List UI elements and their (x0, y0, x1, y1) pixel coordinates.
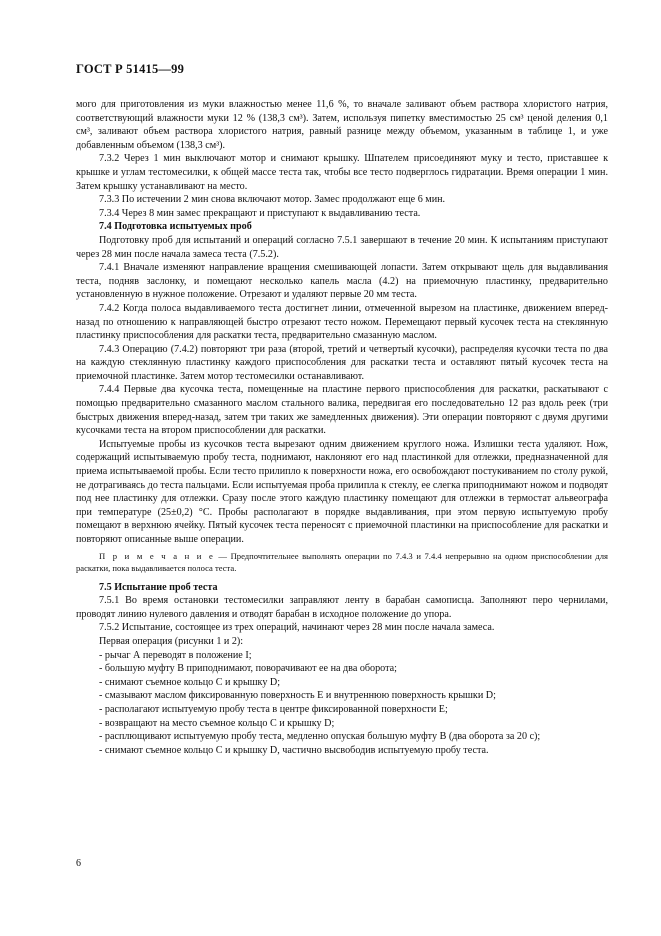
section-heading-7-5: 7.5 Испытание проб теста (99, 581, 218, 593)
paragraph-7-4-3: 7.4.3 Операцию (7.4.2) повторяют три раза (второй, третий и четвертый кусочки), распределяя кусочки теста по два на каждую стеклянную пластинку каждого приспособления для раскатки теста и оставляют пятый кусочек теста на приемочной пластинке. Затем мотор тестомесилки останавливают. (76, 343, 608, 382)
list-item: - снимают съемное кольцо С и крышку D; (99, 676, 281, 688)
paragraph-first-operation: Первая операция (рисунки 1 и 2): (99, 635, 244, 647)
paragraph-7-5-2: 7.5.2 Испытание, состоящее из трех операций, начинают через 28 мин после начала замеса. (99, 622, 495, 634)
paragraph-7-3-4: 7.3.4 Через 8 мин замес прекращают и приступают к выдавливанию теста. (99, 207, 421, 219)
list-item: - расплющивают испытуемую пробу теста, медленно опуская большую муфту В (два оборота за 20 с); (99, 731, 541, 743)
section-heading-7-4: 7.4 Подготовка испытуемых проб (99, 221, 252, 233)
list-item: - снимают съемное кольцо С и крышку D, частично высвободив испытуемую пробу теста. (99, 744, 489, 756)
page-number: 6 (76, 858, 81, 869)
note-label: П р и м е ч а н и е (99, 550, 215, 561)
note-text: — Предпочтительнее выполнять операции по 7.4.3 и 7.4.4 непрерывно на одном приспособлении для раскатки, пока выдавливается полоса теста. (76, 550, 608, 573)
list-item: - смазывают маслом фиксированную поверхность Е и внутреннюю поверхность крышки D; (99, 690, 496, 702)
paragraph-7-4-intro: Подготовку проб для испытаний и операций согласно 7.5.1 завершают в течение 20 мин. К испытаниям приступают через 28 мин после начала замеса теста (7.5.2). (76, 234, 608, 260)
paragraph-continuation: мого для приготовления из муки влажностью менее 11,6 %, то вначале заливают объем раствора хлористого натрия, соответствующий влажности муки 12 % (138,3 см³). Затем, используя пипетку вместимостью 25 см³ ценой деления 0,1 см³, заливают объем раствора хлористого натрия, равный разнице между объемом, указанным в таблице 1, и уже добавленным объемом (138,3 см³). (76, 99, 608, 151)
paragraph-7-4-2: 7.4.2 Когда полоса выдавливаемого теста достигнет линии, отмеченной вырезом на пластинке, движением вперед-назад по отношению к направляющей быстро отрезают тесто ножом. Перемещают первый кусочек теста на стеклянную пластинку приспособления для раскатки теста, предварительно смазанную маслом. (76, 302, 608, 342)
paragraph-7-5-1: 7.5.1 Во время остановки тестомесилки заправляют ленту в барабан самописца. Заполняют перо чернилами, проводят линию нулевого давления и отводят барабан в исходное положение до упора. (76, 595, 608, 620)
note (76, 550, 608, 574)
paragraph-test-samples: Испытуемые пробы из кусочков теста вырезают одним движением круглого ножа. Излишки теста удаляют. Нож, содержащий испытываемую пробу теста, поднимают, наклоняют его над пластинкой для отлежки, предназначенной для приема испытываемой пробы. Если тесто прилипло к поверхности ножа, его освобождают постукиванием по столу рукой, не дотрагиваясь до теста пальцами. Если испытуемая проба прилипла к стеклу, ее слегка приподнимают ножом и подводят под нее пластинку для отлежки. Сразу после этого каждую пластинку помещают для отлежки в термостат альвеографа при температуре (25±0,2) °С. Пробы располагают в порядке выдавливания, при этом первую испытуемую пробу помещают в верхнюю ячейку. Пятый кусочек теста переносят с приемочной пластинки на приспособление для раскатки и повторяют описанные выше операции. (76, 438, 608, 545)
paragraph-7-3-3: 7.3.3 По истечении 2 мин снова включают мотор. Замес продолжают еще 6 мин. (99, 194, 446, 206)
list-item: - большую муфту В приподнимают, поворачивают ее на два оборота; (99, 663, 397, 675)
list-item: - рычаг А переводят в положение I; (99, 649, 252, 661)
document-page (76, 62, 608, 757)
document-header: ГОСТ Р 51415—99 (76, 62, 185, 76)
list-item: - располагают испытуемую пробу теста в центре фиксированной поверхности Е; (99, 703, 448, 715)
list-item: - возвращают на место съемное кольцо С и крышку D; (99, 717, 335, 729)
paragraph-7-3-2: 7.3.2 Через 1 мин выключают мотор и снимают крышку. Шпателем присоединяют муку и тесто, приставшее к крышке и углам тестомесилки, к общей массе теста так, чтобы все тесто подверглось гидратации. Время операции 1 мин. Затем крышку устанавливают на место. (76, 153, 608, 192)
paragraph-7-4-4: 7.4.4 Первые два кусочка теста, помещенные на пластине первого приспособления для раскатки, раскатывают с помощью предварительно смазанного маслом стального валика, передвигая его последовательно 12 раз вдоль реек (три быстрых движения вперед-назад, затем три таких же замедленных движения). Эти операции повторяют с двумя другими кусочками теста на втором приспособлении для раскатки. (76, 384, 608, 437)
paragraph-7-4-1: 7.4.1 Вначале изменяют направление вращения смешивающей лопасти. Затем открывают щель для выдавливания теста, подняв заслонку, и помещают несколько капель масла (4.2) на приемочную пластинку, предварительно установленную в нужное положение. Отрезают и удаляют первые 20 мм теста. (76, 262, 608, 301)
